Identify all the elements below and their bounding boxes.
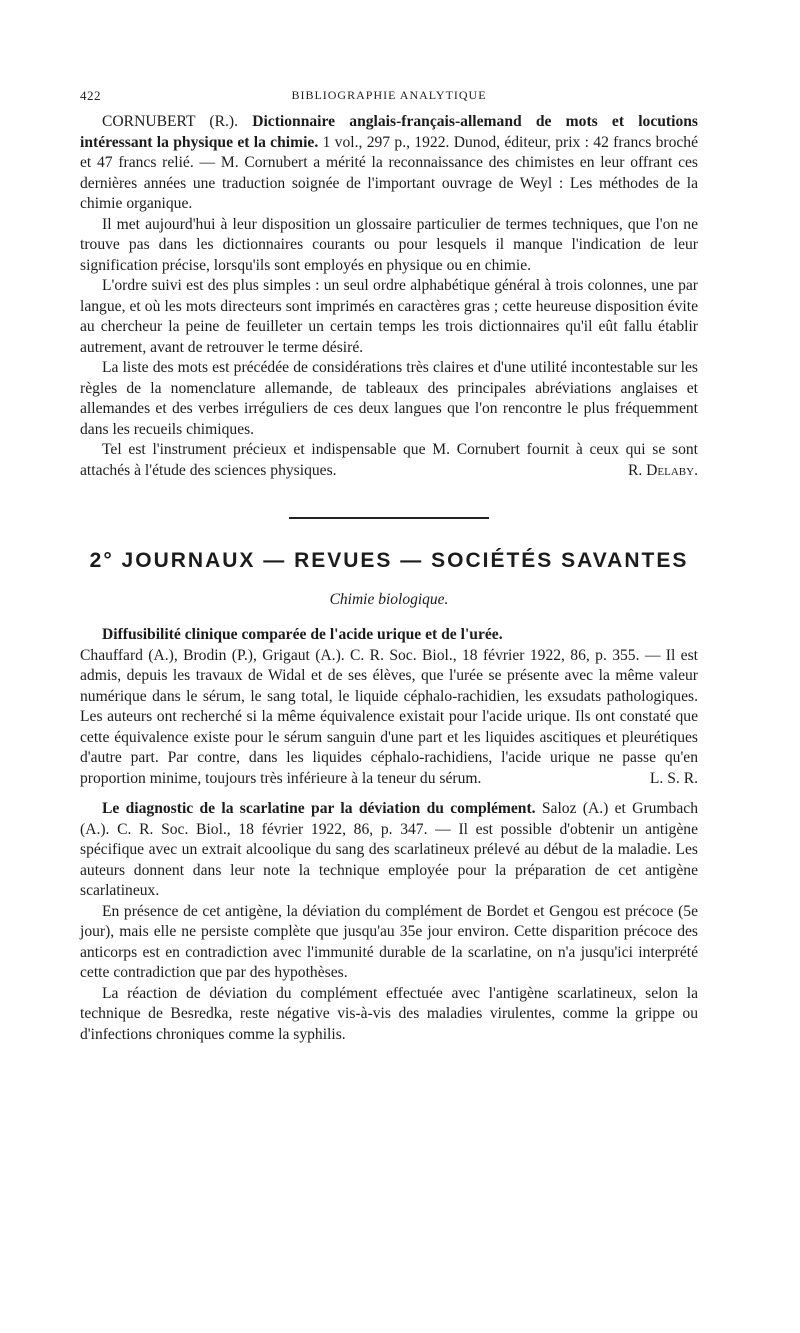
page-header — [80, 88, 698, 112]
article-1-title: Diffusibilité clinique comparée de l'acide urique et de l'urée. — [102, 626, 503, 643]
article-2-title: Le diagnostic de la scarlatine par la déviation du complément. — [102, 800, 536, 817]
review-paragraph-1: M. Cornubert a mérité la reconnaissance des chimistes en leur offrant ces dernières années une traduction soignée de l'important ouvrage de Weyl : Les méthodes de la chimie organique. — [80, 154, 698, 212]
review-signature: R. Delaby. — [627, 461, 698, 479]
review-author: CORNUBERT (R.). — [102, 113, 238, 130]
article-1 — [80, 625, 698, 789]
review-paragraph-3: L'ordre suivi est des plus simples : un seul ordre alphabétique général à trois colonnes, une par langue, et où les mots directeurs sont imprimés en caractères gras ; cette heureuse disposition évite au chercheur la peine de feuilleter un certain temps les trois dictionnaires qu'il eût fallu établir autrement, avant de retrouver le terme désiré. — [80, 277, 698, 356]
page-number: 422 — [80, 88, 101, 103]
section-divider — [289, 517, 489, 519]
article-2-paragraph-3: La réaction de déviation du complément effectuée avec l'antigène scarlatineux, selon la technique de Besredka, reste négative vis-à-vis des maladies virulentes, comme la grippe ou d'infections chroniques comme la syphilis. — [80, 984, 698, 1043]
article-1-text: Chauffard (A.), Brodin (P.), Grigaut (A.). C. R. Soc. Biol., 18 février 1922, 86, p. 355. — Il est admis, depuis les travaux de Widal et de ses élèves, que l'urée se présente avec la même valeur numérique dans le sérum, le sang total, le liquide céphalo-rachidien, les exsudats pathologiques. Les auteurs ont recherché si la même équivalence existait pour l'acide urique. Ils ont constaté que cette équivalence existe pour le sérum sanguin d'une part et les liquides ascitiques et pleurétiques d'autre part. Par contre, dans les liquides céphalo-rachidiens, l'acide urique ne passe qu'en proportion minime, toujours très inférieure à la teneur du sérum. — [80, 646, 698, 787]
review-paragraph-5 — [80, 440, 698, 481]
subsection-title: Chimie biologique. — [329, 591, 449, 608]
book-review — [80, 112, 698, 481]
review-citation — [80, 112, 698, 215]
article-2 — [80, 799, 698, 1045]
page — [80, 88, 698, 1045]
article-1-body — [80, 646, 698, 790]
article-2-text: Saloz (A.) et Grumbach (A.). C. R. Soc. Biol., 18 février 1922, 86, p. 347. — Il est possible d'obtenir un antigène spécifique avec un extrait alcoolique du sang des scarlatineux prélevé au début de la maladie. Les auteurs donnent dans leur note la technique employée pour la préparation de cet antigène scarlatineux. — [80, 800, 698, 899]
review-paragraph-4: La liste des mots est précédée de considérations très claires et d'une utilité incontestable sur les règles de la nomenclature allemande, de tableaux des principales abréviations anglaises et allemandes et des verbes irréguliers de ces deux langues que l'on rencontre le plus fréquemment dans les recueils chimiques. — [80, 359, 698, 438]
review-paragraph-5-text: Tel est l'instrument précieux et indispensable que M. Cornubert fournit à ceux qui se sont attachés à l'étude des sciences physiques. — [80, 441, 698, 479]
review-paragraph-2: Il met aujourd'hui à leur disposition un glossaire particulier de termes techniques, que l'on ne trouve pas dans les dictionnaires courants ou pour lesquels il manque l'indication de leur signification précise, lorsqu'ils sont employés en physique ou en chimie. — [80, 215, 698, 274]
spacer — [80, 789, 698, 799]
review-title: Dictionnaire anglais-français-allemand de mots et locutions intéressant la physique et la chimie. — [80, 113, 698, 151]
review-publication: 1 vol., 297 p., 1922. Dunod, éditeur, prix : 42 francs broché et 47 francs relié. — — [80, 133, 698, 171]
article-1-signature: L. S. R. — [649, 769, 698, 787]
running-title: BIBLIOGRAPHIE ANALYTIQUE — [291, 88, 487, 102]
section-title: 2° JOURNAUX — REVUES — SOCIÉTÉS SAVANTES — [89, 549, 689, 572]
article-2-body — [80, 799, 698, 902]
article-2-paragraph-2: En présence de cet antigène, la déviation du complément de Bordet et Gengou est précoce (5e jour), mais elle ne persiste complète que jusqu'au 35e jour environ. Cette disparition précoce des anticorps est en contradiction avec l'immunité durable de la scarlatine, on n'a jusqu'ici interprété cette contradiction que par des hypothèses. — [80, 902, 698, 981]
article-1-title-line — [80, 625, 698, 646]
